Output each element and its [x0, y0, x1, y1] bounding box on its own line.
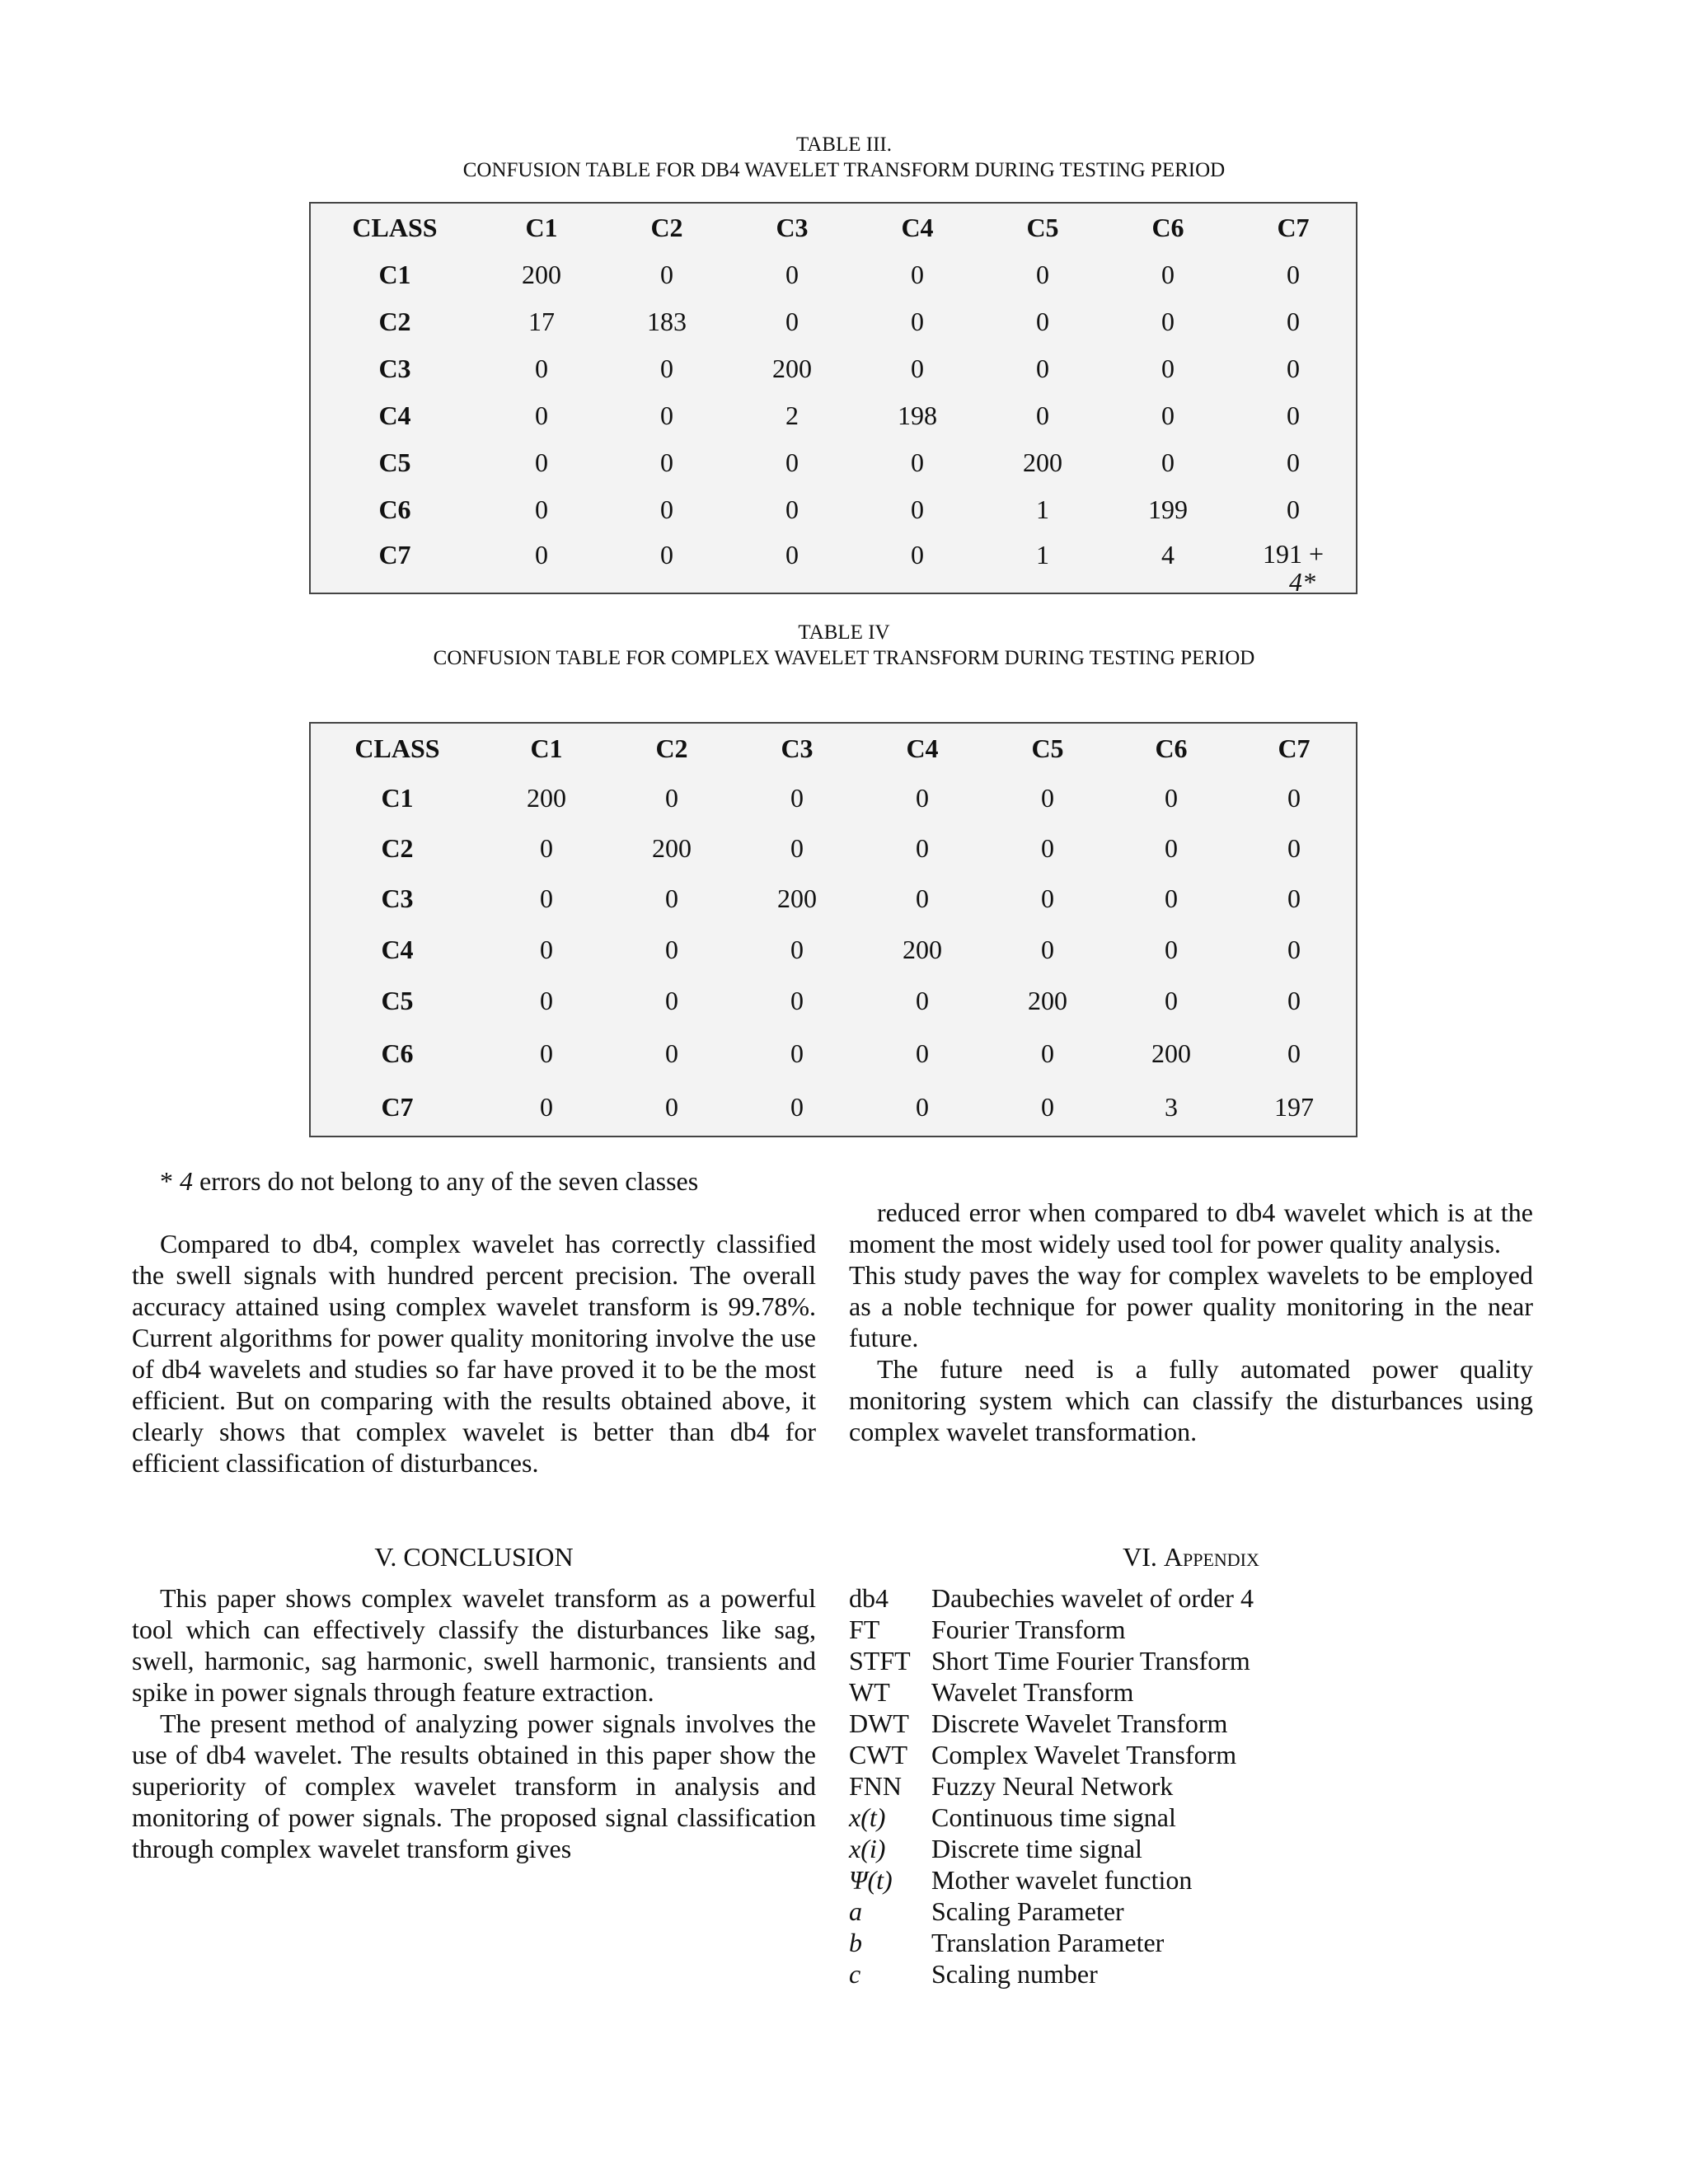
table4-cell: 200 — [903, 934, 942, 964]
table4-cell: C4 — [381, 934, 414, 964]
appendix-definition: Fourier Transform — [931, 1615, 1126, 1644]
table4-cell: 0 — [1287, 833, 1301, 863]
appendix-abbr: x(t) — [849, 1802, 886, 1832]
table3-header: C4 — [901, 212, 934, 242]
table3-cell: 0 — [660, 401, 673, 430]
appendix-definition: Discrete time signal — [931, 1834, 1142, 1863]
table4-cell: 0 — [1165, 833, 1178, 863]
appendix-abbr: STFT — [849, 1646, 911, 1675]
table4-cell: 0 — [540, 1038, 553, 1068]
table3-cell: C7 — [378, 540, 411, 569]
table4-header: C2 — [655, 733, 688, 763]
table4-header: C4 — [906, 733, 939, 763]
table4-cell: 0 — [1287, 985, 1301, 1015]
table3-cell: 1 — [1036, 540, 1049, 569]
table3-cell: 0 — [1036, 401, 1049, 430]
appendix-definition: Complex Wavelet Transform — [931, 1740, 1237, 1769]
table4-cell: C6 — [381, 1038, 414, 1068]
table3-cell: C6 — [378, 494, 411, 524]
table4-cell: 0 — [1041, 1038, 1054, 1068]
table3-cell: 4 — [1161, 540, 1175, 569]
table-row — [311, 975, 1356, 1026]
table3-cell: 0 — [1287, 401, 1300, 430]
table3-cell: 191 + — [1262, 539, 1325, 569]
table4-cell: 0 — [790, 985, 804, 1015]
right-paragraph-3: The future need is a fully automated power quality monitoring system which can classify the disturbances using complex wavelet transformation. — [849, 1354, 1533, 1446]
table3-cell: 0 — [1036, 354, 1049, 383]
table-row — [311, 439, 1356, 486]
table4-cell: 0 — [1287, 783, 1301, 813]
table3-cell: 0 — [660, 354, 673, 383]
table4 — [311, 724, 1356, 1134]
table4-cell: 0 — [1165, 934, 1178, 964]
conclusion-heading: V. CONCLUSION — [374, 1542, 574, 1572]
table4-cell: 0 — [1287, 1038, 1301, 1068]
appendix-definition: Scaling number — [931, 1959, 1098, 1989]
table3-cell: 199 — [1148, 494, 1188, 524]
appendix-abbr: CWT — [849, 1740, 908, 1769]
table4-cell: C1 — [381, 783, 414, 813]
appendix-abbr: db4 — [849, 1583, 889, 1613]
appendix-definition: Wavelet Transform — [931, 1677, 1134, 1707]
table4-cell: 0 — [665, 985, 678, 1015]
table3-cell: 200 — [772, 354, 812, 383]
table3-cell: 0 — [1036, 307, 1049, 336]
table4-cell: 0 — [916, 1038, 929, 1068]
table4-header: C5 — [1031, 733, 1064, 763]
table4-cell: C3 — [381, 883, 414, 913]
right-paragraph-2: This study paves the way for complex wavelets to be employed as a noble technique for power quality monitoring in the near future. — [849, 1260, 1533, 1352]
table4-header: C3 — [781, 733, 814, 763]
table4-cell: 0 — [790, 934, 804, 964]
table3-cell: 2 — [785, 401, 799, 430]
table4-box — [309, 722, 1357, 1137]
table3-cell: 0 — [660, 448, 673, 477]
table4-cell: 200 — [1151, 1038, 1191, 1068]
table4-cell: 0 — [665, 883, 678, 913]
conclusion-body — [132, 1582, 816, 1864]
table3-cell: 0 — [1287, 307, 1300, 336]
appendix-definition: Translation Parameter — [931, 1928, 1165, 1957]
table4-cell: 0 — [1165, 783, 1178, 813]
table3-cell: 0 — [660, 494, 673, 524]
table4-cell: 0 — [1041, 883, 1054, 913]
table3 — [311, 204, 1356, 599]
table3-cell: 200 — [1023, 448, 1062, 477]
table3-cell: 0 — [785, 260, 799, 289]
table3-label: TABLE III. — [795, 134, 892, 156]
table3-cell: 0 — [535, 448, 548, 477]
table4-cell: 200 — [652, 833, 692, 863]
appendix-abbr: FT — [849, 1615, 880, 1644]
table3-cell: 0 — [535, 540, 548, 569]
table4-cell: 3 — [1165, 1092, 1178, 1122]
table4-cell: 200 — [527, 783, 566, 813]
appendix-heading — [849, 1541, 1533, 1572]
table3-cell: 0 — [1161, 401, 1175, 430]
table3-cell: 0 — [660, 260, 673, 289]
table4-cell: 0 — [790, 1038, 804, 1068]
table3-header: C7 — [1277, 212, 1310, 242]
table4-cell: 0 — [916, 1092, 929, 1122]
table3-cell: 0 — [535, 354, 548, 383]
appendix-definition: Mother wavelet function — [931, 1865, 1193, 1895]
table3-cell: 0 — [911, 354, 924, 383]
appendix-abbr: a — [849, 1896, 862, 1926]
appendix-abbr: c — [849, 1959, 861, 1989]
table4-cell: 0 — [1041, 1092, 1054, 1122]
table3-cell: 0 — [1161, 354, 1175, 383]
table4-cell: 0 — [1287, 883, 1301, 913]
table4-cell: 0 — [916, 883, 929, 913]
table4-header: CLASS — [354, 733, 440, 763]
right-column-body — [849, 1197, 1533, 1447]
table-footnote — [160, 1165, 698, 1197]
table3-cell: 200 — [522, 260, 561, 289]
comparison-paragraph: Compared to db4, complex wavelet has correctly classified the swell signals with hundred percent precision. The overall accuracy attained using complex wavelet transform is 99.78%. Current algorithms for power quality monitoring involve the use of db4 wavelets and studies so far have proved it to be the most efficient. But on comparing with the results obtained above, it clearly shows that complex wavelet is better than db4 for efficient classification of disturbances. — [132, 1229, 816, 1478]
table3-cell: 0 — [535, 401, 548, 430]
appendix-abbr: WT — [849, 1677, 890, 1707]
appendix-definition: Scaling Parameter — [931, 1896, 1124, 1926]
table4-cell: 0 — [665, 1038, 678, 1068]
table4-header: C7 — [1278, 733, 1311, 763]
table3-header: C1 — [525, 212, 558, 242]
table3-cell: 0 — [785, 540, 799, 569]
table-row — [311, 874, 1356, 924]
appendix-definition: Fuzzy Neural Network — [931, 1771, 1174, 1801]
table4-cell: 0 — [1041, 783, 1054, 813]
table3-header: C3 — [776, 212, 809, 242]
table4-header: C1 — [530, 733, 563, 763]
table3-header: C5 — [1026, 212, 1059, 242]
table4-cell: 0 — [790, 1092, 804, 1122]
appendix-abbr: FNN — [849, 1771, 903, 1801]
table3-cell: 1 — [1036, 494, 1049, 524]
table4-cell: C5 — [381, 985, 414, 1015]
table4-cell: 0 — [540, 883, 553, 913]
table4-cell: 0 — [1041, 934, 1054, 964]
table3-cell-stacked — [1231, 533, 1356, 599]
right-paragraph-1: reduced error when compared to db4 wavelet which is at the moment the most widely used tool for power quality analysis. — [849, 1197, 1533, 1258]
table-row — [311, 486, 1356, 533]
table3-cell: C1 — [378, 260, 411, 289]
appendix-definition: Daubechies wavelet of order 4 — [931, 1583, 1254, 1613]
table4-cell: 0 — [540, 985, 553, 1015]
table-row — [311, 924, 1356, 975]
table3-cell: 0 — [785, 448, 799, 477]
table3-cell: C5 — [378, 448, 411, 477]
table4-cell: 0 — [540, 934, 553, 964]
appendix-definition: Discrete Wavelet Transform — [931, 1708, 1228, 1738]
table4-cell: 0 — [1041, 833, 1054, 863]
table3-header-row — [311, 204, 1356, 251]
table4-header-row — [311, 724, 1356, 773]
table3-cell: C2 — [378, 307, 411, 336]
table3-cell: 0 — [911, 448, 924, 477]
appendix-abbr: x(i) — [849, 1834, 886, 1863]
table-row — [311, 533, 1356, 599]
appendix-abbr: Ψ(t) — [849, 1865, 893, 1895]
table4-label: TABLE IV — [798, 621, 890, 644]
table4-cell: 0 — [916, 783, 929, 813]
table3-box — [309, 202, 1357, 597]
table3-cell: 0 — [1161, 307, 1175, 336]
conclusion-paragraph-1: This paper shows complex wavelet transform as a powerful tool which can effectively classify the disturbances like sag, swell, harmonic, sag harmonic, swell harmonic, transients and spike in power signals through feature extraction. — [132, 1583, 816, 1707]
table-row — [311, 251, 1356, 298]
table4-header: C6 — [1155, 733, 1188, 763]
table3-title: CONFUSION TABLE FOR DB4 WAVELET TRANSFORM DURING TESTING PERIOD — [462, 159, 1226, 181]
table3-header: C6 — [1151, 212, 1184, 242]
table4-cell: C2 — [381, 833, 414, 863]
table4-cell: 0 — [1165, 883, 1178, 913]
footnote-star: * — [160, 1166, 180, 1196]
table3-cell: 17 — [528, 307, 555, 336]
table4-cell: 0 — [916, 985, 929, 1015]
table3-cell: 198 — [898, 401, 937, 430]
table4-cell: 0 — [916, 833, 929, 863]
table4-cell: 0 — [1287, 934, 1301, 964]
table3-cell: 0 — [1161, 448, 1175, 477]
table3-cell: 0 — [1287, 448, 1300, 477]
table4-cell: 0 — [540, 1092, 553, 1122]
table-row — [311, 773, 1356, 823]
table4-title: CONFUSION TABLE FOR COMPLEX WAVELET TRANSFORM DURING TESTING PERIOD — [433, 647, 1255, 669]
table3-cell: 0 — [660, 540, 673, 569]
table4-cell: 0 — [790, 833, 804, 863]
table-row — [311, 1080, 1356, 1134]
appendix-title: Appendix — [1163, 1542, 1259, 1572]
appendix-abbr: DWT — [849, 1708, 909, 1738]
footnote-number: 4 — [180, 1166, 193, 1196]
table3-cell: 0 — [1287, 354, 1300, 383]
conclusion-paragraph-2: The present method of analyzing power signals involves the use of db4 wavelet. The results obtained in this paper show the superiority of complex wavelet transform in analysis and monitoring of power signals. The proposed signal classification through complex wavelet transform gives — [132, 1708, 816, 1863]
table4-cell: 200 — [1028, 985, 1067, 1015]
table3-cell: 0 — [1036, 260, 1049, 289]
table3-cell: 0 — [911, 494, 924, 524]
table3-cell: 0 — [1161, 260, 1175, 289]
table4-cell: 0 — [1165, 985, 1178, 1015]
table3-cell: 0 — [1287, 494, 1300, 524]
table4-cell: 200 — [777, 883, 817, 913]
table-row — [311, 298, 1356, 345]
table3-cell: 0 — [785, 307, 799, 336]
appendix-abbr: b — [849, 1928, 862, 1957]
table4-cell: C7 — [381, 1092, 414, 1122]
table3-cell: C4 — [378, 401, 411, 430]
table4-cell: 197 — [1274, 1092, 1314, 1122]
table3-cell: C3 — [378, 354, 411, 383]
appendix-definition: Continuous time signal — [931, 1802, 1176, 1832]
appendix-definition: Short Time Fourier Transform — [931, 1646, 1250, 1675]
table3-cell: 0 — [1287, 260, 1300, 289]
table3-cell: 0 — [911, 540, 924, 569]
table-row — [311, 823, 1356, 874]
appendix-list — [849, 1582, 1533, 1994]
table4-cell: 0 — [790, 783, 804, 813]
table3-header: CLASS — [352, 212, 438, 242]
table4-cell: 0 — [665, 783, 678, 813]
table3-cell: 0 — [911, 260, 924, 289]
table4-cell: 0 — [665, 1092, 678, 1122]
table3-cell: 0 — [785, 494, 799, 524]
table4-cell: 0 — [540, 833, 553, 863]
table3-cell: 0 — [535, 494, 548, 524]
table3-header: C2 — [650, 212, 683, 242]
table3-cell-extra: 4* — [1289, 567, 1315, 597]
table-row — [311, 1026, 1356, 1080]
left-column-body — [132, 1228, 816, 1479]
table3-cell: 183 — [647, 307, 687, 336]
table3-cell: 0 — [911, 307, 924, 336]
table-row — [311, 345, 1356, 392]
table-row — [311, 392, 1356, 439]
footnote-text: errors do not belong to any of the seven classes — [193, 1166, 699, 1196]
table4-cell: 0 — [665, 934, 678, 964]
appendix-number: VI. — [1123, 1542, 1164, 1572]
